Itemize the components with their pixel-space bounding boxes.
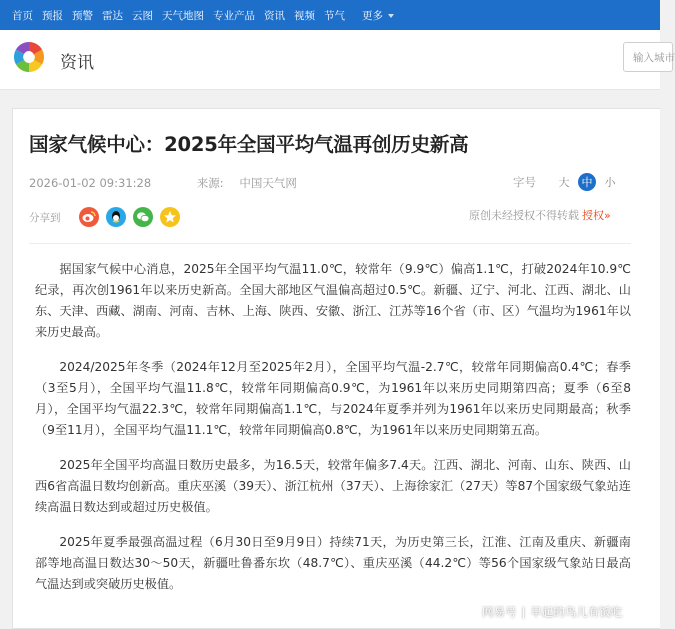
nav-item-video[interactable]: 视频 xyxy=(294,9,315,22)
font-size-control xyxy=(513,173,619,191)
wechat-icon[interactable] xyxy=(133,207,153,227)
nav-item-radar[interactable]: 雷达 xyxy=(102,9,123,22)
section-title: 资讯 xyxy=(60,53,94,73)
article-paragraph: 2025年全国平均高温日数历史最多，为16.5天，较常年偏多7.4天。江西、湖北、河南、山东、陕西、山西6省高温日数均创新高。重庆巫溪（39天）、浙江杭州（37天）、上海徐家汇（27天）等87个国家级气象站连续高温日数达到或超过历史极值。 xyxy=(35,458,631,514)
nav-more-menu[interactable] xyxy=(362,8,394,23)
article-meta xyxy=(29,175,297,191)
share-label: 分享到 xyxy=(29,211,61,224)
article-source[interactable]: 中国天气网 xyxy=(239,176,297,190)
chevron-down-icon xyxy=(388,14,394,18)
nav-item-weather-map[interactable]: 天气地图 xyxy=(162,9,204,22)
authorize-link[interactable]: 授权» xyxy=(582,209,611,222)
nav-item-products[interactable]: 专业产品 xyxy=(213,9,255,22)
font-size-medium-button[interactable]: 中 xyxy=(578,173,596,191)
article-paragraph: 2025年夏季最强高温过程（6月30日至9月9日）持续71天，为历史第三长，江淮、江南及重庆、新疆南部等地高温日数达30～50天，新疆吐鲁番东坎（48.7℃）、重庆巫溪（44.2℃）等56个国家级气象站日最高气温达到或突破历史极值。 xyxy=(35,535,631,591)
nav-item-solar-terms[interactable]: 节气 xyxy=(324,9,345,22)
search-input[interactable]: 输入城市 xyxy=(623,42,673,72)
watermark: 网易号 | 早起的鸟儿有饭吃 xyxy=(482,605,623,619)
share-bar xyxy=(29,207,187,227)
nav-item-home[interactable]: 首页 xyxy=(12,9,33,22)
qq-icon[interactable] xyxy=(106,207,126,227)
article-card xyxy=(12,108,660,629)
copyright-text: 原创未经授权不得转载 xyxy=(469,209,579,222)
watermark-brand: 网易号 xyxy=(482,605,517,619)
nav-item-satellite[interactable]: 云图 xyxy=(132,9,153,22)
weather-logo-icon[interactable] xyxy=(12,40,46,74)
copyright-notice xyxy=(469,207,611,223)
font-size-label: 字号 xyxy=(513,175,536,189)
nav-item-warning[interactable]: 预警 xyxy=(72,9,93,22)
source-label: 来源: xyxy=(196,176,224,190)
article-body xyxy=(35,259,631,609)
divider xyxy=(29,243,631,244)
article-paragraph: 2024/2025年冬季（2024年12月至2025年2月），全国平均气温-2.7℃，较常年同期偏高0.4℃；春季（3至5月），全国平均气温11.8℃，较常年同期偏高0.9℃，为1961年以来历史同期第四高；夏季（6至8月），全国平均气温22.3℃，较常年同期偏高1.1℃，与2024年夏季并列为1961年以来历史同期最高；秋季（9至11月），全国平均气温11.1℃，较常年同期偏高0.8℃，为1961年以来历史同期第五高。 xyxy=(35,360,631,437)
article-title: 国家气候中心：2025年全国平均气温再创历史新高 xyxy=(29,133,469,156)
top-nav xyxy=(0,0,660,30)
qzone-icon[interactable] xyxy=(160,207,180,227)
article-datetime: 2026-01-02 09:31:28 xyxy=(29,176,152,190)
nav-item-news[interactable]: 资讯 xyxy=(264,9,285,22)
site-header xyxy=(0,30,675,90)
font-size-small-button[interactable]: 小 xyxy=(604,176,616,189)
nav-more-label: 更多 xyxy=(362,9,383,22)
article-paragraph: 据国家气候中心消息，2025年全国平均气温11.0℃，较常年（9.9℃）偏高1.1℃，打破2024年10.9℃纪录，再次创1961年以来历史新高。全国大部地区气温偏高超过0.5℃。新疆、辽宁、河北、江西、湖北、山东、天津、西藏、湖南、河南、吉林、上海、陕西、安徽、浙江、江苏等16个省（市、区）气温均为1961年以来历史最高。 xyxy=(35,262,631,339)
font-size-large-button[interactable]: 大 xyxy=(558,176,570,189)
weibo-icon[interactable] xyxy=(79,207,99,227)
nav-item-forecast[interactable]: 预报 xyxy=(42,9,63,22)
watermark-author: 早起的鸟儿有饭吃 xyxy=(530,605,623,619)
